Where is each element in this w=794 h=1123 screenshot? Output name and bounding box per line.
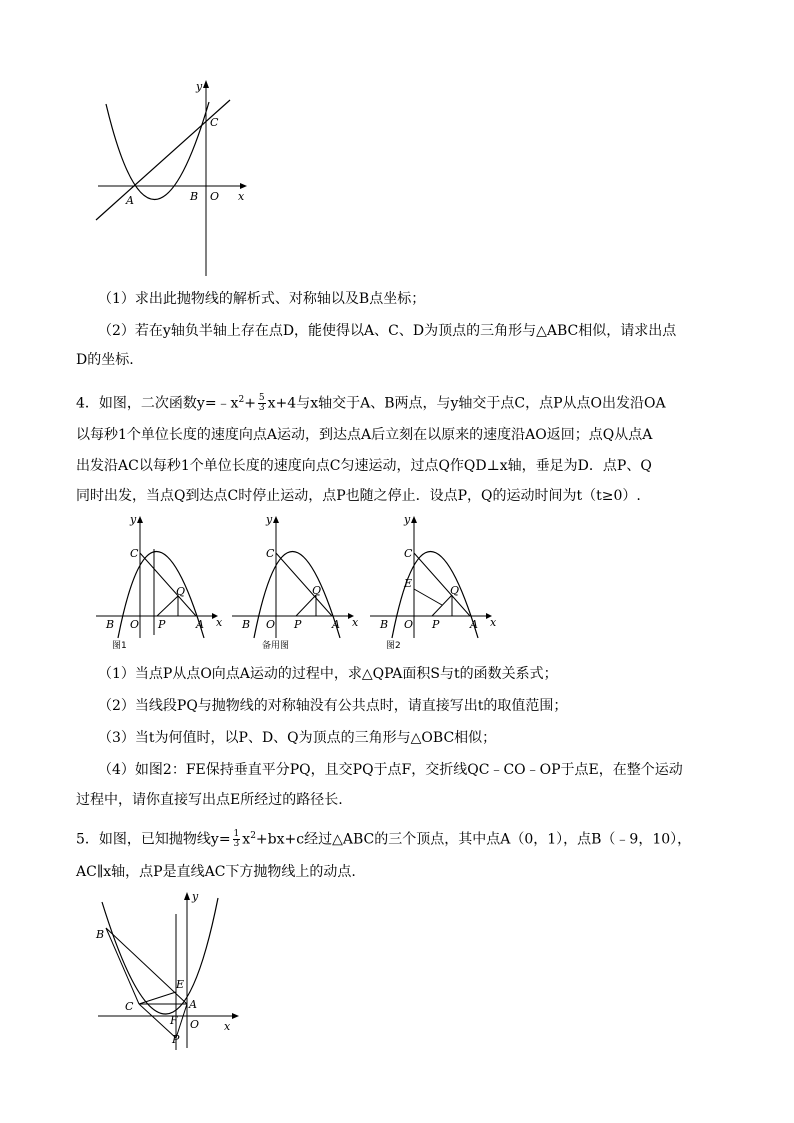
segment-pq [296,595,316,616]
label-c: C [130,547,139,560]
label-x: x [490,616,497,629]
y-axis-arrow [203,80,209,88]
q4-intro-a: 4．如图，二次函数y=﹣x [76,395,239,412]
q5-intro-sup: 2 [250,831,256,841]
label-a: A [189,998,197,1011]
label-q: Q [450,584,460,597]
label-b: B [190,190,199,203]
q5-intro-c: +bx+c经过△ABC的三个顶点，其中点A（0，1），点B（﹣9，10）， [255,831,692,848]
q4-intro [76,390,666,414]
q4-line2: 以每秒1个单位长度的速度向点A运动，到达点A后立刻在以原来的速度沿AO返回；点Q从点A [76,427,653,443]
label-x: x [216,616,223,629]
q5-frac-num: 1 [233,829,240,840]
label-p: P [294,618,302,631]
label-p: P [158,618,166,631]
label-f: F [170,1014,178,1027]
y-axis-arrow [273,516,279,523]
label-b: B [380,618,389,631]
q5-intro [76,826,691,850]
label-q: Q [312,584,322,597]
q4-fraction [258,394,266,413]
segment-ce [139,992,176,1004]
label-b: B [96,928,105,941]
q3-figure [92,76,252,281]
q4-part4-line2: 过程中，请你直接写出点E所经过的路径长. [76,792,343,808]
parabola [106,102,209,200]
q5-fraction [233,830,241,849]
label-o: O [404,618,414,631]
q4-part2: （2）当线段PQ与抛物线的对称轴没有公共点时，请直接写出t的取值范围； [98,698,568,714]
label-y: y [266,513,273,526]
label-a: A [332,618,340,631]
q4-frac-den: 3 [258,403,265,414]
label-x: x [224,1020,231,1033]
label-e: E [404,577,413,590]
label-a: A [470,618,478,631]
q4-frac-num: 5 [258,393,265,404]
q4-intro-sup: 2 [238,395,245,405]
label-q: Q [176,585,186,598]
figure-caption: 图1 [112,641,127,651]
label-y: y [130,513,137,526]
q5-figure [92,888,252,1058]
label-e: E [176,978,185,991]
q4-line3: 出发沿AC以每秒1个单位长度的速度向点C匀速运动，过点Q作QD⊥x轴，垂足为D．点P、Q [76,458,652,474]
y-axis-arrow [184,892,190,900]
segment-ca [276,553,332,616]
segment-ca [140,553,196,616]
label-y: y [196,80,203,93]
label-o: O [130,618,140,631]
segment-bc [106,928,139,1004]
q4-part3: （3）当t为何值时，以P、D、Q为顶点的三角形与△OBC相似； [98,730,497,746]
q3-part1: （1）求出此抛物线的解析式、对称轴以及B点坐标； [98,291,426,307]
segment-ef [414,589,442,605]
label-o: O [266,618,276,631]
q5-intro-b: x [242,831,251,848]
y-axis-arrow [137,516,143,523]
q4-part4-line1: （4）如图2：FE保持垂直平分PQ，且交PQ于点F，交折线QC﹣CO﹣OP于点E，在整个运动 [98,762,683,778]
label-y: y [192,890,199,903]
label-o: O [190,1018,200,1031]
label-x: x [352,616,359,629]
q4-figure-2 [370,513,498,653]
label-c: C [404,547,413,560]
q5-intro-a: 5．如图，已知抛物线y= [76,831,231,848]
label-c: C [210,116,219,129]
y-axis-arrow [411,516,417,523]
x-axis-arrow [232,1013,239,1019]
label-o: O [210,190,220,203]
x-axis-arrow [240,183,247,189]
figure-caption: 图2 [386,641,401,651]
segment-pq [157,596,178,616]
q4-intro-c: x+4与x轴交于A、B两点，与y轴交于点C，点P从点O出发沿OA [267,395,666,412]
q4-line4: 同时出发，当点Q到达点C时停止运动，点P也随之停止．设点P，Q的运动时间为t（t≥0）. [76,488,641,504]
q5-frac-den: 3 [233,839,240,850]
q4-figure-1 [96,513,224,653]
label-c: C [125,1000,134,1013]
label-x: x [238,190,245,203]
label-a: A [126,194,134,207]
q4-intro-b: + [244,395,256,412]
figure-caption: 备用图 [262,641,290,651]
label-b: B [242,618,251,631]
label-p: P [172,1033,180,1046]
q4-part1: （1）当点P从点O向点A运动的过程中，求△QPA面积S与t的函数关系式； [98,666,558,682]
label-b: B [106,618,115,631]
q4-figure-backup [232,513,360,653]
q3-part2-line1: （2）若在y轴负半轴上存在点D，能使得以A、C、D为顶点的三角形与△ABC相似，请求出点 [98,323,677,339]
q5-line2: AC∥x轴，点P是直线AC下方抛物线上的动点. [76,864,356,880]
q3-part2-line2: D的坐标. [76,352,134,368]
label-c: C [266,547,275,560]
segment-ca [414,553,470,616]
segment-pq [432,595,452,616]
parabola [102,898,218,1014]
label-a: A [196,618,204,631]
label-p: P [432,618,440,631]
label-y: y [404,513,411,526]
